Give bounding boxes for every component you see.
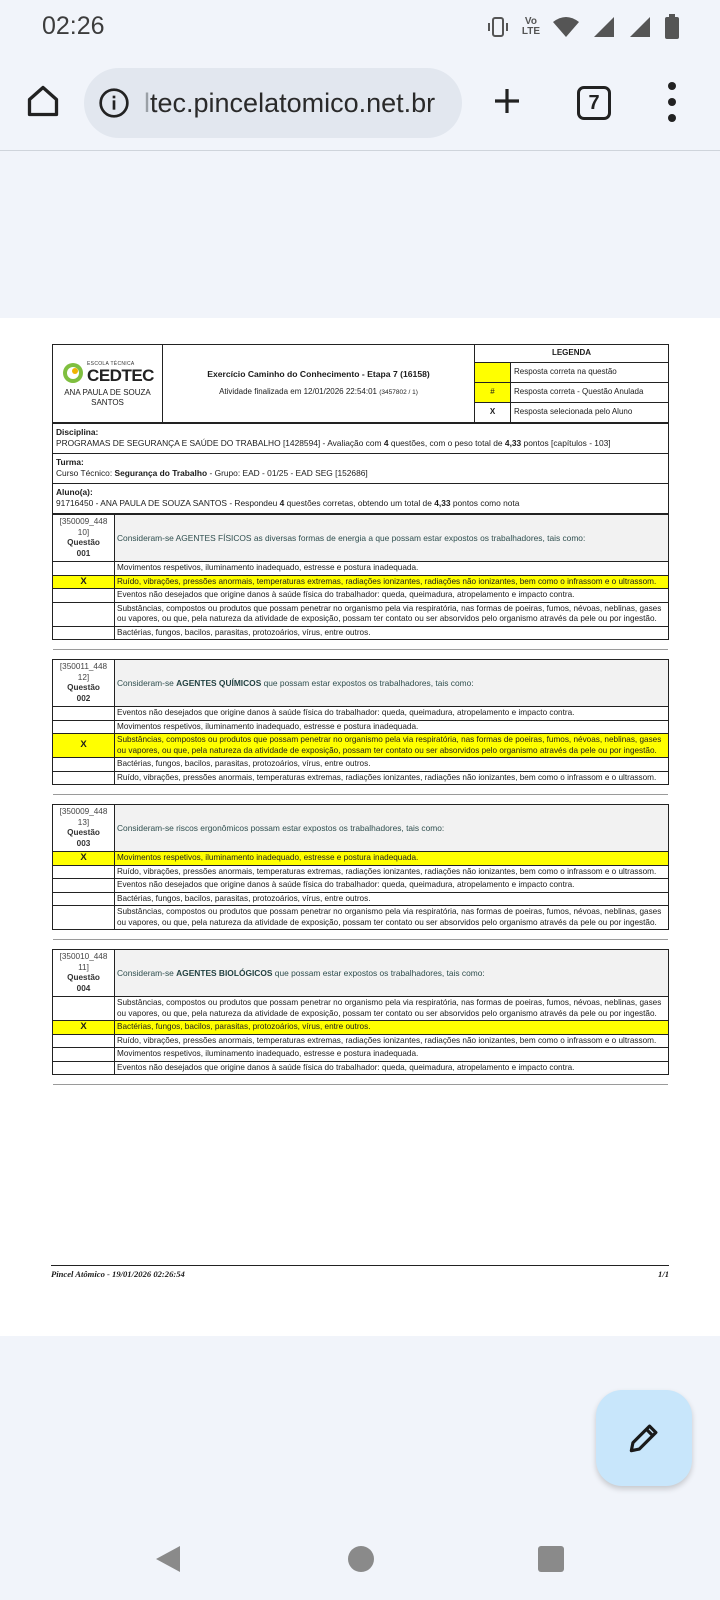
browser-toolbar <box>0 56 720 150</box>
plus-icon <box>491 85 523 117</box>
home-nav-icon[interactable] <box>348 1546 374 1572</box>
question-id: [350010_448 11] Questão 004 <box>53 950 115 997</box>
question-separator <box>53 1084 668 1085</box>
legend-symbol-annulled: # <box>475 383 511 403</box>
pencil-icon <box>625 1419 663 1457</box>
question-id: [350009_448 13] Questão 003 <box>53 805 115 852</box>
legend-text-selected: Resposta selecionada pelo Aluno <box>511 403 669 423</box>
tab-switcher-button[interactable]: 7 <box>577 86 611 120</box>
option-row: Eventos não desejados que origine danos à saúde física do trabalhador: queda, queimadura, atropelamento e impacto contra. <box>53 879 669 893</box>
battery-icon <box>664 14 680 40</box>
status-icons <box>486 14 680 40</box>
question-statement: Consideram-se AGENTES BIOLÓGICOS que possam estar expostos os trabalhadores, tais como: <box>115 950 669 997</box>
wifi-icon <box>552 15 580 39</box>
vibrate-icon <box>486 15 510 39</box>
option-row: Ruído, vibrações, pressões anormais, temperaturas extremas, radiações ionizantes, radiações não ionizantes, bem como o infrassom e o ultrassom. <box>53 865 669 879</box>
question-004 <box>52 949 669 1075</box>
question-separator <box>53 649 668 650</box>
question-id: [350011_448 12] Questão 002 <box>53 660 115 707</box>
exam-info <box>52 423 669 514</box>
recent-apps-icon[interactable] <box>538 1546 564 1572</box>
question-statement: Consideram-se AGENTES FÍSICOS as diversas formas de energia a que possam estar expostos os trabalhadores, tais como: <box>115 515 669 562</box>
option-row-selected: X Substâncias, compostos ou produtos que possam penetrar no organismo pela via respiratória, nas formas de poeiras, fumos, névoas, neblinas, gases ou vapores, ou que, pela natureza da atividade de exposição, possam ter contato ou ser absorvidos pelo organismo através da pele ou por ingestão. <box>53 734 669 758</box>
legend-text-annulled: Resposta correta - Questão Anulada <box>511 383 669 403</box>
option-row: Ruído, vibrações, pressões anormais, temperaturas extremas, radiações ionizantes, radiações não ionizantes, bem como o infrassom e o ultrassom. <box>53 771 669 785</box>
info-icon <box>98 87 130 119</box>
option-row: Movimentos respetivos, iluminamento inadequado, estresse e postura inadequada. <box>53 1048 669 1062</box>
finished-date: Atividade finalizada em 12/01/2026 22:54:01 <box>219 387 377 396</box>
home-icon <box>25 83 61 119</box>
question-separator <box>53 939 668 940</box>
option-row: Substâncias, compostos ou produtos que possam penetrar no organismo pela via respiratória, nas formas de poeiras, fumos, névoas, neblinas, gases ou vapores, ou que, pela natureza da atividade de exposição, possam ter contato ou ser absorvidos pelo organismo através da pele ou por ingestão. <box>53 906 669 930</box>
question-statement: Consideram-se riscos ergonômicos possam estar expostos os trabalhadores, tais como: <box>115 805 669 852</box>
cedtec-logo <box>55 361 160 385</box>
system-nav-bar <box>0 1530 720 1600</box>
volte-label: Vo <box>524 16 537 27</box>
signal-icon <box>592 15 616 39</box>
question-id: [350009_448 10] Questão 001 <box>53 515 115 562</box>
signal-icon-2 <box>628 15 652 39</box>
report-header <box>52 344 669 423</box>
disciplina-label: Disciplina: <box>56 427 99 437</box>
volte-lte-indicator <box>522 17 540 37</box>
option-row: Eventos não desejados que origine danos à saúde física do trabalhador: queda, queimadura, atropelamento e impacto contra. <box>53 1061 669 1075</box>
legend-symbol-selected: X <box>475 403 511 423</box>
question-003 <box>52 804 669 930</box>
option-row-selected: X Movimentos respetivos, iluminamento inadequado, estresse e postura inadequada. <box>53 852 669 866</box>
option-row: Movimentos respetivos, iluminamento inadequado, estresse e postura inadequada. <box>53 720 669 734</box>
status-bar <box>0 0 720 56</box>
question-002 <box>52 659 669 785</box>
footer-page-number: 1/1 <box>658 1269 669 1279</box>
student-name: ANA PAULA DE SOUZA SANTOS <box>64 387 151 407</box>
logo-subtitle: ESCOLA TÉCNICA <box>87 360 135 367</box>
edit-fab-button[interactable] <box>596 1390 692 1486</box>
turma-label: Turma: <box>56 457 84 467</box>
legend-text-correct: Resposta correta na questão <box>511 363 669 383</box>
cedtec-logo-mark <box>61 361 85 385</box>
option-row: Substâncias, compostos ou produtos que possam penetrar no organismo pela via respiratória, nas formas de poeiras, fumos, névoas, neblinas, gases ou vapores, ou que, pela natureza da atividade de exposição, possam ter contato ou ser absorvidos pelo organismo através da pele ou por ingestão. <box>53 997 669 1021</box>
question-statement: Consideram-se AGENTES QUÍMICOS que possam estar expostos os trabalhadores, tais como: <box>115 660 669 707</box>
question-separator <box>53 794 668 795</box>
option-row: Eventos não desejados que origine danos à saúde física do trabalhador: queda, queimadura, atropelamento e impacto contra. <box>53 707 669 721</box>
more-menu-button[interactable] <box>662 82 682 122</box>
pdf-page <box>0 318 720 1336</box>
logo-title: CEDTEC <box>87 365 154 385</box>
option-row: Substâncias, compostos ou produtos que possam penetrar no organismo pela via respiratória, nas formas de poeiras, fumos, névoas, neblinas, gases ou vapores, ou que, pela natureza da atividade de exposição, possam ter contato ou ser absorvidos pelo organismo através da pele ou por ingestão. <box>53 602 669 626</box>
clock: 02:26 <box>42 12 105 40</box>
url-faded-prefix: l <box>144 87 150 118</box>
option-row: Bactérias, fungos, bacilos, parasitas, protozoários, vírus, entre outros. <box>53 758 669 772</box>
exam-report <box>52 344 669 1094</box>
legend-symbol-correct <box>475 363 511 383</box>
aluno-label: Aluno(a): <box>56 487 93 497</box>
lte-label: LTE <box>521 26 540 37</box>
finished-code: (3457802 / 1) <box>379 389 418 396</box>
url-domain: tec.pincelatomico.net.br <box>150 87 436 118</box>
page-footer <box>51 1265 669 1279</box>
home-button[interactable] <box>22 80 64 122</box>
school-logo-cell <box>53 345 163 423</box>
turma-row: Turma: Curso Técnico: Segurança do Trabalho - Grupo: EAD - 01/25 - EAD SEG [152686] <box>53 454 669 484</box>
option-row-selected: X Bactérias, fungos, bacilos, parasitas, protozoários, vírus, entre outros. <box>53 1021 669 1035</box>
aluno-row: Aluno(a): 91716450 - ANA PAULA DE SOUZA SANTOS - Respondeu 4 questões corretas, obtendo um total de 4,33 pontos como nota <box>53 484 669 514</box>
back-icon[interactable] <box>154 1544 182 1574</box>
exam-title-cell <box>163 345 475 423</box>
disciplina-row: Disciplina: PROGRAMAS DE SEGURANÇA E SAÚDE DO TRABALHO [1428594] - Avaliação com 4 questões, com o peso total de 4,33 pontos [capítulos - 103] <box>53 424 669 454</box>
footer-timestamp: Pincel Atômico - 19/01/2026 02:26:54 <box>51 1269 185 1279</box>
site-info-button[interactable] <box>96 85 132 121</box>
option-row: Bactérias, fungos, bacilos, parasitas, protozoários, vírus, entre outros. <box>53 626 669 640</box>
option-row: Movimentos respetivos, iluminamento inadequado, estresse e postura inadequada. <box>53 562 669 576</box>
toolbar-divider <box>0 150 720 151</box>
option-row-selected: X Ruído, vibrações, pressões anormais, temperaturas extremas, radiações ionizantes, radiações não ionizantes, bem como o infrassom e o ultrassom. <box>53 575 669 589</box>
option-row: Bactérias, fungos, bacilos, parasitas, protozoários, vírus, entre outros. <box>53 892 669 906</box>
option-row: Eventos não desejados que origine danos à saúde física do trabalhador: queda, queimadura, atropelamento e impacto contra. <box>53 589 669 603</box>
option-row: Ruído, vibrações, pressões anormais, temperaturas extremas, radiações ionizantes, radiações não ionizantes, bem como o infrassom e o ultrassom. <box>53 1034 669 1048</box>
exam-title: Exercício Caminho do Conhecimento - Etapa 7 (16158) <box>207 368 430 379</box>
question-001 <box>52 514 669 640</box>
address-bar[interactable] <box>84 68 462 138</box>
exam-finished <box>166 387 471 399</box>
more-vert-icon <box>668 82 676 90</box>
new-tab-button[interactable] <box>486 80 528 122</box>
legend-title: LEGENDA <box>475 345 669 363</box>
url-text[interactable] <box>144 88 435 119</box>
